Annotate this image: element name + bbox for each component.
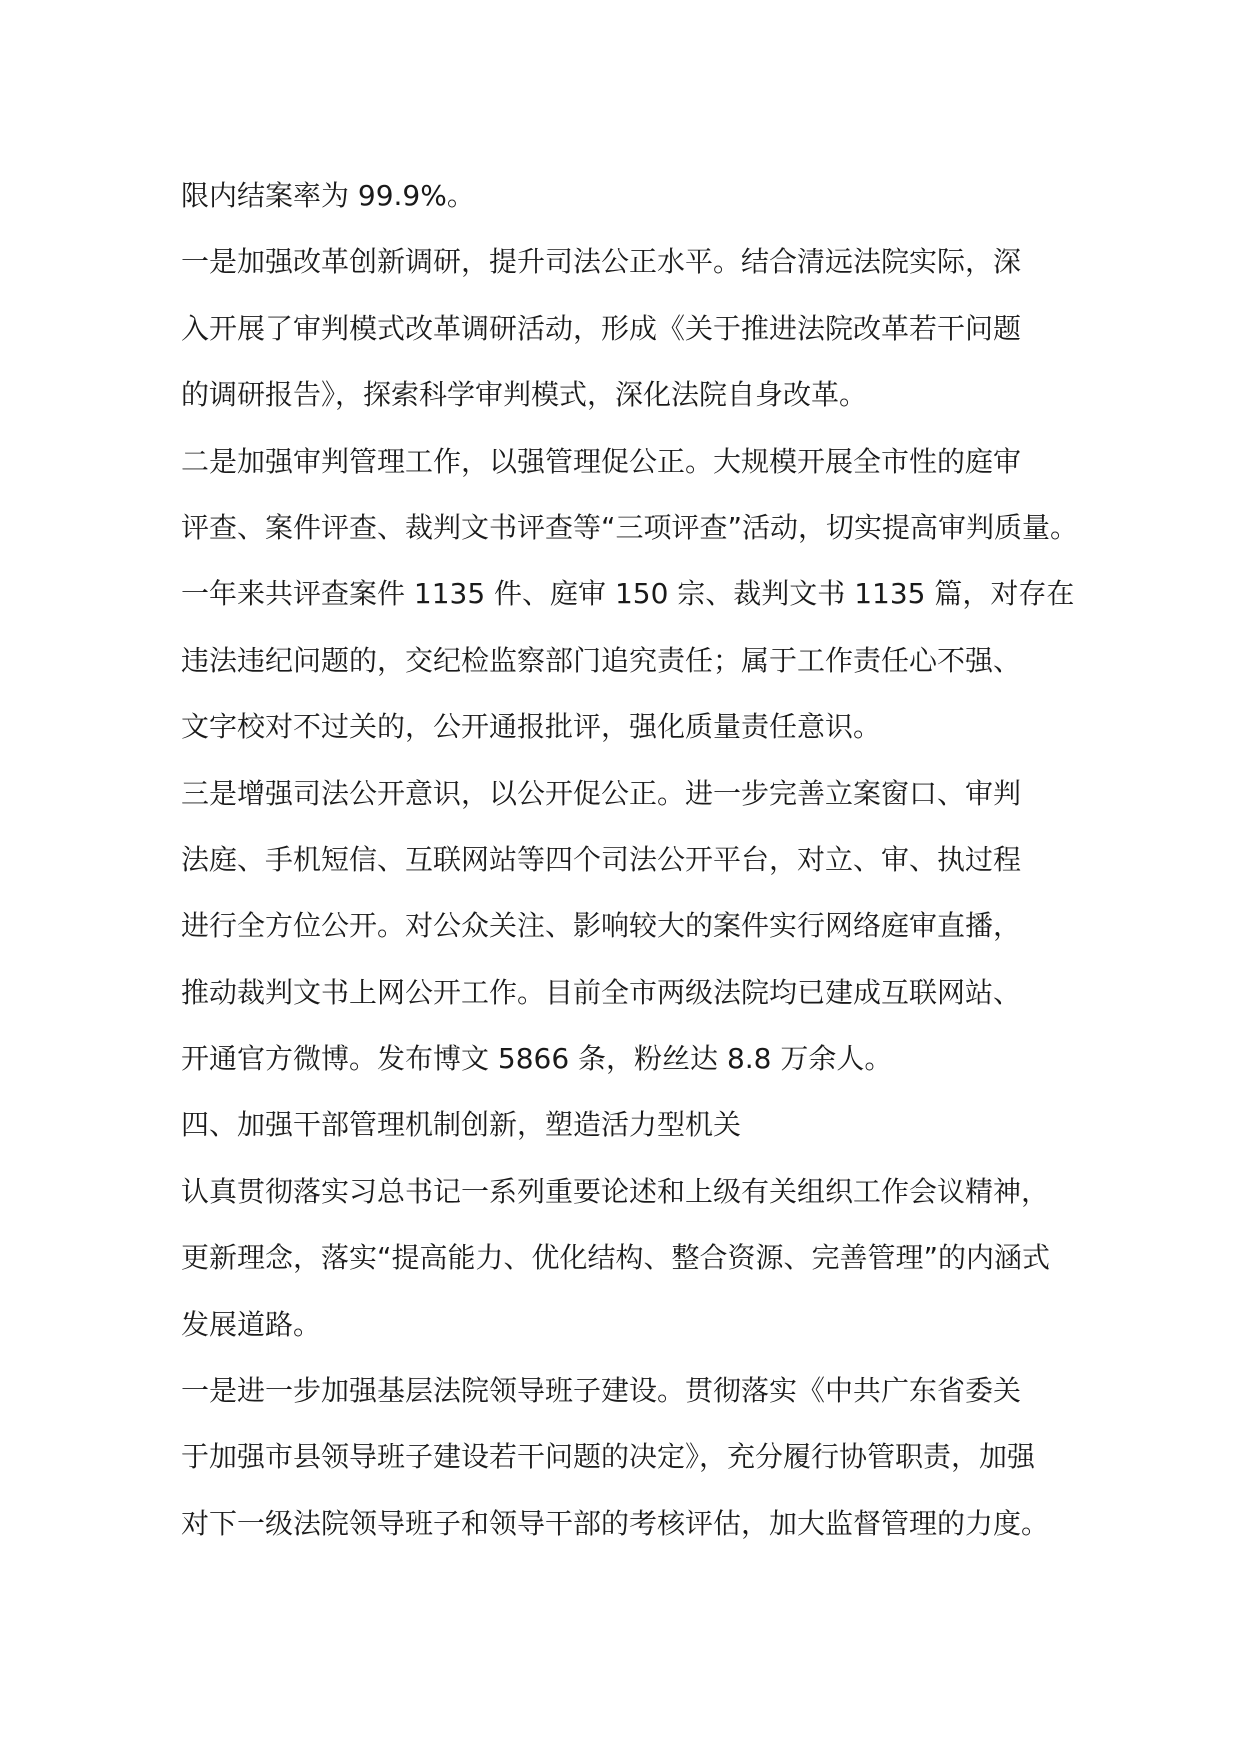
text-line: 开通官方微博。发布博文 5866 条，粉丝达 8.8 万余人。 — [181, 1042, 893, 1076]
text-line: 一年来共评查案件 1135 件、庭审 150 宗、裁判文书 1135 篇，对存在 — [181, 577, 1075, 611]
text-line: 进行全方位公开。对公众关注、影响较大的案件实行网络庭审直播， — [181, 909, 1022, 943]
document-body — [181, 163, 1079, 1557]
text-line: 于加强市县领导班子建设若干问题的决定》，充分履行协管职责，加强 — [181, 1440, 1036, 1474]
text-line: 的调研报告》，探索科学审判模式，深化法院自身改革。 — [181, 378, 868, 412]
text-line: 对下一级法院领导班子和领导干部的考核评估，加大监督管理的力度。 — [181, 1506, 1050, 1540]
text-line: 认真贯彻落实习总书记一系列重要论述和上级有关组织工作会议精神， — [181, 1174, 1050, 1208]
text-line: 入开展了审判模式改革调研活动，形成《关于推进法院改革若干问题 — [181, 311, 1022, 345]
text-line: 限内结案率为 99.9%。 — [181, 179, 475, 212]
text-line: 评查、案件评查、裁判文书评查等“三项评查”活动，切实提高审判质量。 — [181, 510, 1079, 544]
text-line: 法庭、手机短信、互联网站等四个司法公开平台，对立、审、执过程 — [181, 842, 1022, 876]
text-line: 一是加强改革创新调研，提升司法公正水平。结合清远法院实际，深 — [181, 245, 1022, 279]
text-line: 二是加强审判管理工作，以强管理促公正。大规模开展全市性的庭审 — [181, 444, 1022, 478]
text-line: 三是增强司法公开意识，以公开促公正。进一步完善立案窗口、审判 — [181, 776, 1022, 810]
text-line: 违法违纪问题的，交纪检监察部门追究责任；属于工作责任心不强、 — [181, 643, 1022, 677]
text-line: 文字校对不过关的，公开通报批评，强化质量责任意识。 — [181, 710, 882, 744]
text-line: 推动裁判文书上网公开工作。目前全市两级法院均已建成互联网站、 — [181, 975, 1022, 1009]
section-heading: 四、加强干部管理机制创新，塑造活力型机关 — [181, 1108, 742, 1142]
text-line: 发展道路。 — [181, 1307, 322, 1341]
text-line: 更新理念，落实“提高能力、优化结构、整合资源、完善管理”的内涵式 — [181, 1241, 1051, 1275]
text-line: 一是进一步加强基层法院领导班子建设。贯彻落实《中共广东省委关 — [181, 1374, 1022, 1408]
